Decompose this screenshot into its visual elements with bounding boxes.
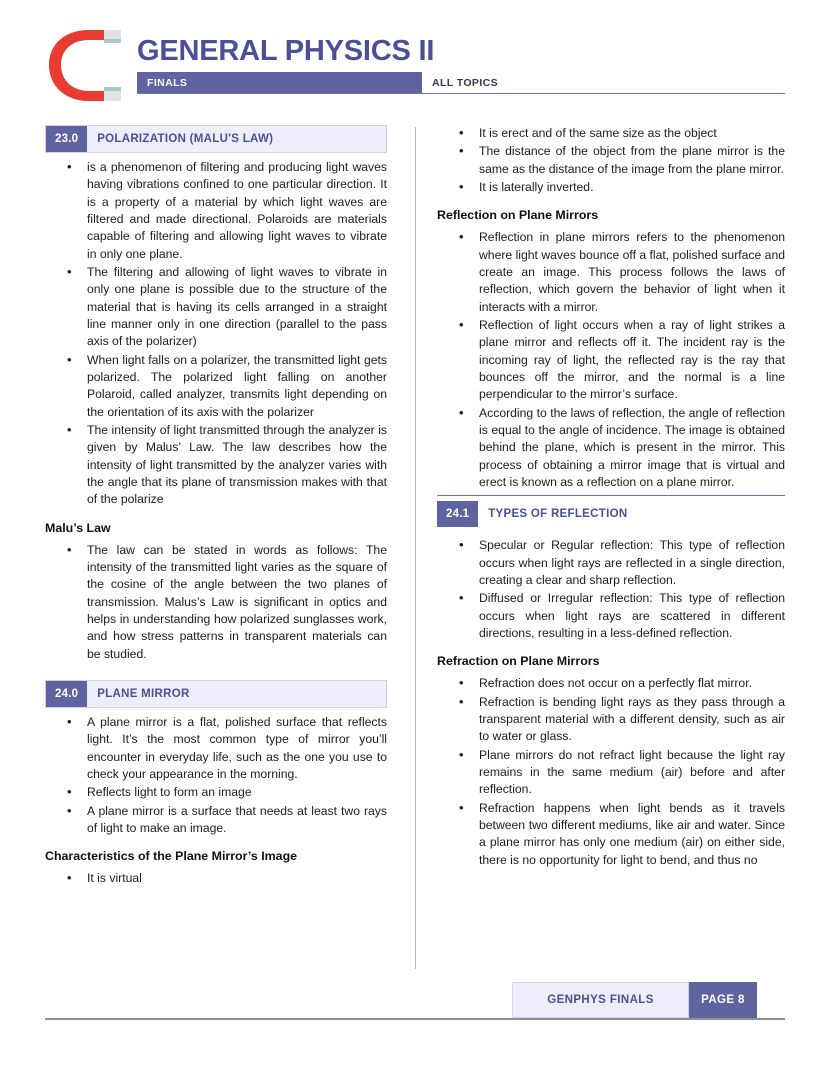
right-column bbox=[437, 125, 785, 970]
section-header-24-1 bbox=[437, 495, 785, 527]
list-item: • is a phenomenon of filtering and producing light waves having vibrations confined to one particular direction. It is a property of a material by which light waves are filtered and made directional. Polaroids are materials capable of filtering and allowing light waves to vibrate in only one plane. bbox=[67, 159, 387, 263]
footer-rule bbox=[45, 1018, 785, 1020]
subheading-characteristics: Characteristics of the Plane Mirror’s Image bbox=[45, 849, 298, 864]
list-item: • The law can be stated in words as follows: The intensity of the transmitted light varies as the square of the cosine of the angle between the two planes of transmission. Malus’s Law is significant in optics and helps in understanding how polarized sunglasses work, and how stress patterns in transparent materials can be studied. bbox=[67, 542, 387, 663]
list-item: • Refraction does not occur on a perfectly flat mirror. bbox=[459, 675, 785, 692]
section-header-24 bbox=[45, 680, 387, 708]
section-header-23 bbox=[45, 125, 387, 153]
list-item: • Specular or Regular reflection: This type of reflection occurs when light rays are reflected in a single direction, creating a clear and sharp reflection. bbox=[459, 537, 785, 589]
section-23-bullet-list bbox=[45, 159, 387, 509]
horseshoe-magnet-icon bbox=[45, 30, 125, 102]
left-column bbox=[45, 125, 393, 970]
subheading-refraction-on-plane-mirrors: Refraction on Plane Mirrors bbox=[437, 654, 600, 669]
refraction-bullet-list bbox=[437, 675, 785, 869]
malus-law-bullet-list bbox=[45, 542, 387, 663]
list-item: • Reflection in plane mirrors refers to the phenomenon where light waves bounce off a flat, polished surface and create an image. This process follows the laws of reflection, which govern the behavior of light when it interacts with a mirror. bbox=[459, 229, 785, 316]
list-item: • A plane mirror is a flat, polished surface that reflects light. It’s the most common type of mirror you’ll encounter in everyday life, such as the one you use to check your appearance in the morning. bbox=[67, 714, 387, 783]
header-tab-bar bbox=[137, 72, 785, 94]
list-item: • It is erect and of the same size as the object bbox=[459, 125, 785, 142]
page-header bbox=[45, 30, 785, 105]
footer-label: GENPHYS FINALS bbox=[512, 982, 689, 1018]
subheading-malus-law: Malu’s Law bbox=[45, 520, 111, 535]
footer-tabs bbox=[512, 982, 757, 1018]
section-24-1-bullet-list bbox=[437, 537, 785, 642]
list-item: • When light falls on a polarizer, the transmitted light gets polarized. The polarized light falling on another Polaroid, called analyzer, transmits light depending on the orientation of its axis with the polarizer bbox=[67, 352, 387, 421]
header-text-block bbox=[133, 30, 785, 94]
reflection-bullet-list bbox=[437, 229, 785, 491]
section-title-24: PLANE MIRROR bbox=[97, 687, 190, 700]
page-title: GENERAL PHYSICS II bbox=[137, 35, 435, 67]
list-item: • A plane mirror is a surface that needs at least two rays of light to make an image. bbox=[67, 803, 387, 838]
list-item: • Refraction is bending light rays as they pass through a transparent material with a different density, such as air to water or glass. bbox=[459, 694, 785, 746]
section-title-24-1: TYPES OF REFLECTION bbox=[488, 508, 628, 521]
list-item: • It is laterally inverted. bbox=[459, 179, 785, 196]
section-title-23: POLARIZATION (MALU'S LAW) bbox=[97, 133, 274, 145]
tab-all-topics[interactable]: ALL TOPICS bbox=[422, 72, 785, 93]
list-item: • Plane mirrors do not refract light because the light ray remains in the same medium (air) before and after reflection. bbox=[459, 747, 785, 799]
characteristics-bullet-list bbox=[45, 870, 387, 887]
spacer bbox=[45, 664, 387, 680]
section-number-24: 24.0 bbox=[46, 681, 87, 707]
list-item: • Refraction happens when light bends as it travels between two different mediums, like air and water. Since a plane mirror has only one medium (air) on either side, there is no opportunity for light to bend, and thus no bbox=[459, 800, 785, 869]
list-item: • The distance of the object from the plane mirror is the same as the distance of the image from the plane mirror. bbox=[459, 143, 785, 178]
list-item: • The filtering and allowing of light waves to vibrate in only one plane is possible due to the structure of the material that is having its cells arranged in a straight line manner only in one direction (parallel to the pass axis of the polarizer) bbox=[67, 264, 387, 351]
list-item: • Diffused or Irregular reflection: This type of reflection occurs when light rays are scattered in different directions, resulting in a less-defined reflection. bbox=[459, 590, 785, 642]
subheading-reflection-on-plane-mirrors: Reflection on Plane Mirrors bbox=[437, 208, 599, 223]
column-divider bbox=[393, 125, 437, 970]
content-columns bbox=[45, 125, 785, 970]
footer-page-number: PAGE 8 bbox=[689, 982, 757, 1018]
section-number-24-1: 24.1 bbox=[437, 501, 478, 527]
list-item: • Reflection of light occurs when a ray of light strikes a plane mirror and reflects off it. The incident ray is the incoming ray of light, the reflected ray is the ray that bounces off the mirror, and the normal is a line perpendicular to the mirror’s surface. bbox=[459, 317, 785, 404]
tab-finals[interactable]: FINALS bbox=[137, 72, 422, 93]
list-item: • According to the laws of reflection, the angle of reflection is equal to the angle of incidence. The image is obtained behind the plane, which is present in the mirror. This process of obtaining a mirror image that is virtual and erect is known as a reflection on a plane mirror. bbox=[459, 405, 785, 492]
list-item: • Reflects light to form an image bbox=[67, 784, 387, 801]
section-24-bullet-list bbox=[45, 714, 387, 837]
list-item: • The intensity of light transmitted through the analyzer is given by Malus’ Law. The law describes how the intensity of light transmitted by the analyzer varies with the angle that its plane of transmission makes with that of the polarize bbox=[67, 422, 387, 509]
section-number-23: 23.0 bbox=[46, 126, 87, 152]
characteristics-continued-bullet-list bbox=[437, 125, 785, 196]
list-item: • It is virtual bbox=[67, 870, 387, 887]
